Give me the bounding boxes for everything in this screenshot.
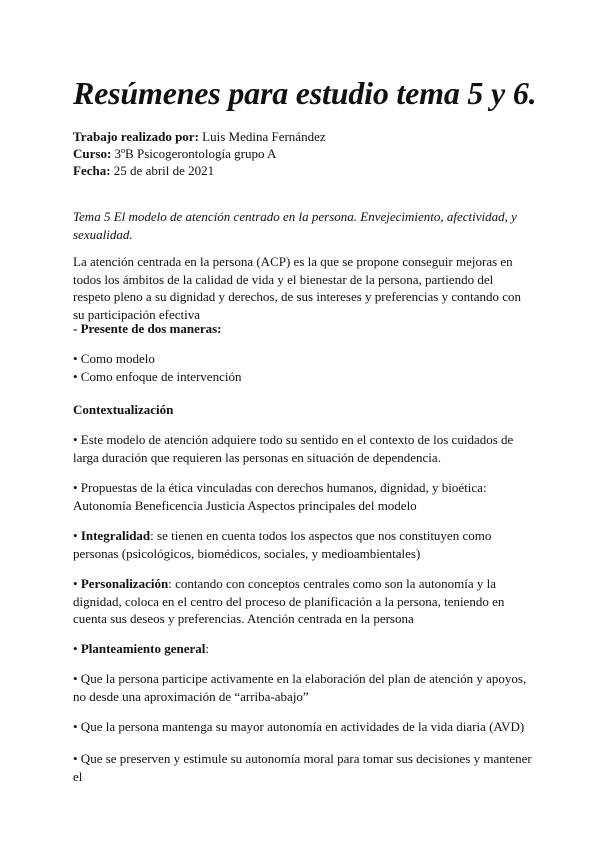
bullet: • <box>73 528 81 543</box>
planteamiento-heading <box>73 640 533 658</box>
plan-p3-block <box>73 750 533 785</box>
document-title: Resúmenes para estudio tema 5 y 6. <box>73 75 537 111</box>
list-item: • Como modelo <box>73 351 155 366</box>
plan-p2-block <box>73 718 533 736</box>
planteamiento-term: Planteamiento general <box>80 641 206 656</box>
date-value: 25 de abril de 2021 <box>110 163 215 178</box>
two-ways-heading: - Presente de dos maneras: <box>73 321 222 336</box>
personalizacion-paragraph <box>73 575 533 628</box>
context-p2-block <box>73 479 533 514</box>
date-label: Fecha: <box>73 163 111 178</box>
section-subtitle: Tema 5 El modelo de atención centrado en la persona. Envejecimiento, afectividad, y sexualidad. <box>73 209 517 242</box>
integralidad-block <box>73 527 533 562</box>
course-value: 3ºB Psicogerontología grupo A <box>111 146 277 161</box>
context-paragraph-1: • Este modelo de atención adquiere todo su sentido en el contexto de los cuidados de larga duración que requieren las personas en situación de dependencia. <box>73 432 514 465</box>
context-heading: Contextualización <box>73 402 174 417</box>
bullet: • <box>73 641 81 656</box>
plan-paragraph-1: • Que la persona participe activamente en la elaboración del plan de atención y apoyos, no desde una aproximación de “arriba-abajo” <box>73 671 527 704</box>
author-value: Luis Medina Fernández <box>198 129 326 144</box>
context-paragraph-2: • Propuestas de la ética vinculadas con derechos humanos, dignidad, y bioética: Autonomía Beneficencia Justicia Aspectos principales del modelo <box>73 480 487 513</box>
planteamiento-block <box>73 640 533 658</box>
context-p1-block <box>73 431 533 466</box>
author-label: Trabajo realizado por: <box>73 129 199 144</box>
integralidad-paragraph <box>73 527 533 562</box>
author-line <box>73 128 326 145</box>
personalizacion-block <box>73 575 533 628</box>
context-heading-block <box>73 401 533 419</box>
planteamiento-colon: : <box>205 641 209 656</box>
two-ways-list <box>73 350 533 385</box>
personalizacion-term: Personalización <box>80 576 169 591</box>
integralidad-text: : se tienen en cuenta todos los aspectos que nos constituyen como personas (psicológicos, biomédicos, sociales, y medioambientales) <box>73 528 492 561</box>
plan-p1-block <box>73 670 533 705</box>
course-label: Curso: <box>73 146 112 161</box>
two-ways-block <box>73 320 533 338</box>
integralidad-term: Integralidad <box>80 528 151 543</box>
bullet: • <box>73 576 81 591</box>
document-meta <box>73 128 326 179</box>
list-item: • Como enfoque de intervención <box>73 368 242 384</box>
plan-paragraph-3: • Que se preserven y estimule su autonomía moral para tomar sus decisiones y mantener el <box>73 751 532 784</box>
subtitle-block <box>73 208 533 243</box>
plan-paragraph-2: • Que la persona mantenga su mayor autonomía en actividades de la vida diaria (AVD) <box>73 719 525 734</box>
personalizacion-text: : contando con conceptos centrales como son la autonomía y la dignidad, coloca en el centro del proceso de planificación a la persona, teniendo en cuenta sus deseos y preferencias. Atención centrada en la persona <box>73 576 505 626</box>
intro-block <box>73 253 533 323</box>
date-line <box>73 162 326 179</box>
intro-paragraph: La atención centrada en la persona (ACP) es la que se propone conseguir mejoras en todos los ámbitos de la calidad de vida y el bienestar de la persona, partiendo del respeto pleno a su dignidad y derechos, de sus intereses y preferencias y contando con su participación efectiva <box>73 254 521 322</box>
course-line <box>73 145 326 162</box>
